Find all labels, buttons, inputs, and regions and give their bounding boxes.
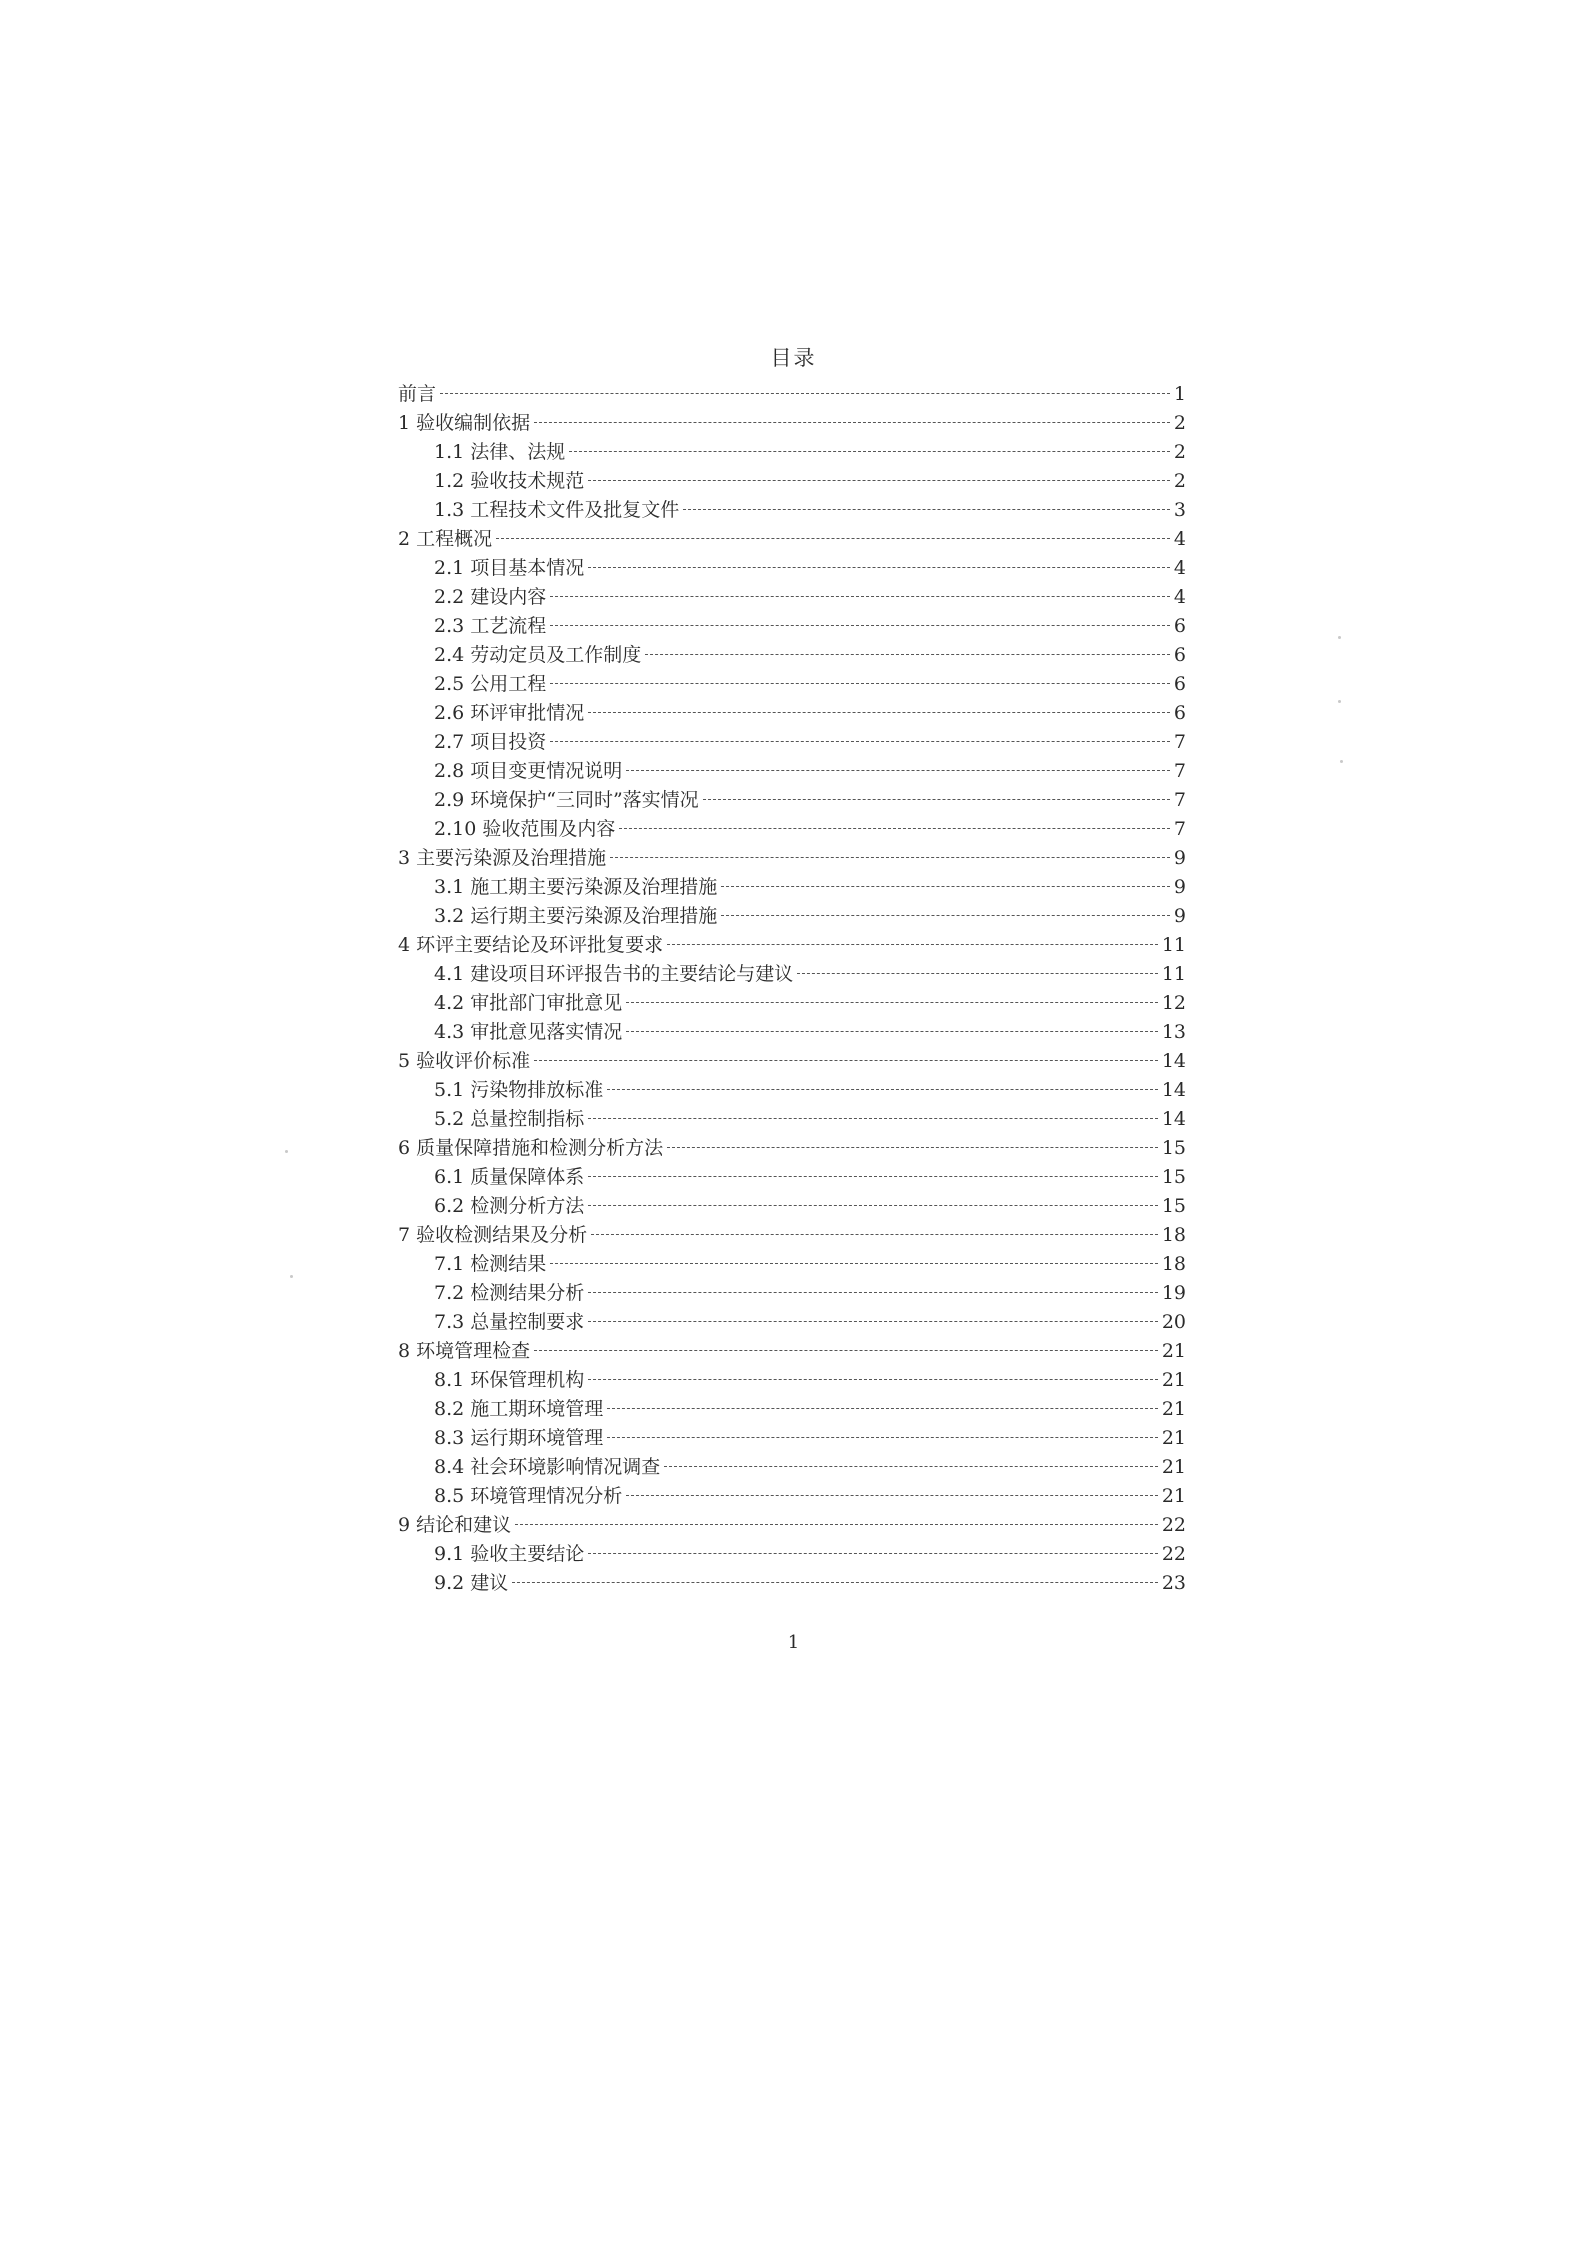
toc-leader-dashes xyxy=(550,596,1170,597)
toc-entry-page: 14 xyxy=(1161,1079,1186,1101)
toc-entry-page: 2 xyxy=(1173,441,1186,463)
toc-entry-label: 8 环境管理检查 xyxy=(398,1340,531,1362)
toc-entry[interactable] xyxy=(394,873,1186,902)
toc-entry-label: 2 工程概况 xyxy=(398,528,493,550)
toc-entry[interactable] xyxy=(394,1134,1186,1163)
toc-entry-label: 2.5 公用工程 xyxy=(434,673,547,695)
toc-entry-page: 21 xyxy=(1161,1427,1186,1449)
toc-leader-dashes xyxy=(683,509,1170,510)
toc-entry-page: 15 xyxy=(1161,1195,1186,1217)
toc-entry-page: 23 xyxy=(1161,1572,1186,1594)
toc-entry-page: 21 xyxy=(1161,1485,1186,1507)
toc-entry[interactable] xyxy=(394,1105,1186,1134)
toc-entry-label: 2.1 项目基本情况 xyxy=(434,557,585,579)
toc-entry-label: 5 验收评价标准 xyxy=(398,1050,531,1072)
toc-entry-label: 8.3 运行期环境管理 xyxy=(434,1427,604,1449)
toc-leader-dashes xyxy=(607,1089,1158,1090)
toc-entry-label: 4.2 审批部门审批意见 xyxy=(434,992,623,1014)
toc-entry-page: 11 xyxy=(1161,963,1186,985)
toc-leader-dashes xyxy=(588,567,1170,568)
toc-leader-dashes xyxy=(569,451,1170,452)
toc-entry[interactable] xyxy=(394,1163,1186,1192)
toc-entry-page: 3 xyxy=(1173,499,1186,521)
toc-entry-page: 19 xyxy=(1161,1282,1186,1304)
toc-entry-label: 2.10 验收范围及内容 xyxy=(434,818,616,840)
toc-entry[interactable] xyxy=(394,786,1186,815)
toc-entry[interactable] xyxy=(394,525,1186,554)
table-of-contents xyxy=(394,380,1186,1598)
toc-entry-page: 13 xyxy=(1161,1021,1186,1043)
toc-entry-label: 5.2 总量控制指标 xyxy=(434,1108,585,1130)
toc-entry-label: 3.1 施工期主要污染源及治理措施 xyxy=(434,876,718,898)
toc-entry[interactable] xyxy=(394,583,1186,612)
toc-leader-dashes xyxy=(588,1118,1158,1119)
toc-entry[interactable] xyxy=(394,728,1186,757)
toc-leader-dashes xyxy=(721,886,1170,887)
toc-entry-label: 6.2 检测分析方法 xyxy=(434,1195,585,1217)
scan-speck xyxy=(1338,636,1341,639)
toc-entry-label: 2.4 劳动定员及工作制度 xyxy=(434,644,642,666)
toc-entry-page: 6 xyxy=(1173,615,1186,637)
toc-leader-dashes xyxy=(440,393,1170,394)
toc-entry-label: 7.1 检测结果 xyxy=(434,1253,547,1275)
toc-leader-dashes xyxy=(588,1176,1158,1177)
toc-leader-dashes xyxy=(610,857,1170,858)
toc-leader-dashes xyxy=(588,1321,1158,1322)
toc-entry-page: 14 xyxy=(1161,1108,1186,1130)
toc-leader-dashes xyxy=(703,799,1170,800)
toc-entry-label: 8.1 环保管理机构 xyxy=(434,1369,585,1391)
toc-leader-dashes xyxy=(607,1437,1158,1438)
toc-leader-dashes xyxy=(588,1379,1158,1380)
toc-entry[interactable] xyxy=(394,1192,1186,1221)
toc-entry[interactable] xyxy=(394,1453,1186,1482)
toc-leader-dashes xyxy=(515,1524,1158,1525)
toc-leader-dashes xyxy=(534,1350,1158,1351)
toc-entry[interactable] xyxy=(394,641,1186,670)
toc-entry-page: 18 xyxy=(1161,1224,1186,1246)
toc-entry-label: 8.2 施工期环境管理 xyxy=(434,1398,604,1420)
toc-leader-dashes xyxy=(607,1408,1158,1409)
toc-entry[interactable] xyxy=(394,815,1186,844)
toc-entry[interactable] xyxy=(394,902,1186,931)
toc-leader-dashes xyxy=(550,625,1170,626)
toc-leader-dashes xyxy=(550,683,1170,684)
toc-entry[interactable] xyxy=(394,409,1186,438)
toc-leader-dashes xyxy=(550,741,1170,742)
toc-entry[interactable] xyxy=(394,931,1186,960)
toc-entry[interactable] xyxy=(394,612,1186,641)
toc-leader-dashes xyxy=(626,1495,1158,1496)
toc-entry-page: 9 xyxy=(1173,905,1186,927)
toc-leader-dashes xyxy=(588,480,1170,481)
toc-entry-label: 1.2 验收技术规范 xyxy=(434,470,585,492)
toc-leader-dashes xyxy=(626,1002,1158,1003)
toc-entry-page: 15 xyxy=(1161,1137,1186,1159)
toc-entry-page: 20 xyxy=(1161,1311,1186,1333)
toc-entry-label: 2.2 建设内容 xyxy=(434,586,547,608)
toc-entry-page: 2 xyxy=(1173,470,1186,492)
toc-entry-label: 3.2 运行期主要污染源及治理措施 xyxy=(434,905,718,927)
toc-entry-label: 7.3 总量控制要求 xyxy=(434,1311,585,1333)
toc-entry-label: 4.3 审批意见落实情况 xyxy=(434,1021,623,1043)
toc-entry-page: 9 xyxy=(1173,876,1186,898)
toc-leader-dashes xyxy=(645,654,1170,655)
toc-leader-dashes xyxy=(534,1060,1158,1061)
toc-entry-page: 4 xyxy=(1173,586,1186,608)
toc-entry-label: 6 质量保障措施和检测分析方法 xyxy=(398,1137,664,1159)
toc-entry-label: 3 主要污染源及治理措施 xyxy=(398,847,607,869)
toc-leader-dashes xyxy=(619,828,1170,829)
toc-entry-label: 4.1 建设项目环评报告书的主要结论与建议 xyxy=(434,963,794,985)
toc-leader-dashes xyxy=(667,1147,1158,1148)
toc-entry[interactable] xyxy=(394,380,1186,409)
toc-entry-page: 21 xyxy=(1161,1340,1186,1362)
toc-entry-label: 8.5 环境管理情况分析 xyxy=(434,1485,623,1507)
toc-entry[interactable] xyxy=(394,467,1186,496)
toc-leader-dashes xyxy=(797,973,1158,974)
scan-speck xyxy=(1338,700,1341,703)
toc-entry[interactable] xyxy=(394,1511,1186,1540)
toc-entry-page: 7 xyxy=(1173,731,1186,753)
toc-entry-label: 4 环评主要结论及环评批复要求 xyxy=(398,934,664,956)
toc-entry[interactable] xyxy=(394,1076,1186,1105)
toc-entry-page: 6 xyxy=(1173,644,1186,666)
toc-leader-dashes xyxy=(496,538,1170,539)
toc-title: 目录 xyxy=(770,346,817,370)
toc-entry[interactable] xyxy=(394,699,1186,728)
toc-leader-dashes xyxy=(588,1205,1158,1206)
toc-entry[interactable] xyxy=(394,960,1186,989)
toc-entry-page: 2 xyxy=(1173,412,1186,434)
toc-entry-label: 1.1 法律、法规 xyxy=(434,441,566,463)
toc-entry-label: 2.9 环境保护“三同时”落实情况 xyxy=(434,789,699,811)
toc-leader-dashes xyxy=(588,712,1170,713)
toc-leader-dashes xyxy=(588,1292,1158,1293)
toc-entry[interactable] xyxy=(394,1279,1186,1308)
toc-leader-dashes xyxy=(534,422,1170,423)
toc-entry[interactable] xyxy=(394,1337,1186,1366)
toc-entry[interactable] xyxy=(394,844,1186,873)
toc-entry-label: 2.8 项目变更情况说明 xyxy=(434,760,623,782)
toc-entry-page: 18 xyxy=(1161,1253,1186,1275)
toc-entry-label: 9 结论和建议 xyxy=(398,1514,512,1536)
toc-entry-page: 21 xyxy=(1161,1398,1186,1420)
toc-entry[interactable] xyxy=(394,1395,1186,1424)
toc-leader-dashes xyxy=(626,770,1170,771)
toc-entry[interactable] xyxy=(394,989,1186,1018)
toc-leader-dashes xyxy=(588,1553,1158,1554)
toc-entry[interactable] xyxy=(394,1250,1186,1279)
toc-entry-label: 1 验收编制依据 xyxy=(398,412,531,434)
toc-leader-dashes xyxy=(626,1031,1158,1032)
toc-entry-label: 2.7 项目投资 xyxy=(434,731,547,753)
toc-entry[interactable] xyxy=(394,1482,1186,1511)
toc-entry-page: 6 xyxy=(1173,702,1186,724)
toc-entry-label: 9.2 建议 xyxy=(434,1572,509,1594)
scan-speck xyxy=(285,1150,288,1153)
page-number: 1 xyxy=(787,1632,800,1653)
toc-entry[interactable] xyxy=(394,496,1186,525)
toc-entry-label: 前言 xyxy=(398,383,437,405)
toc-entry-page: 11 xyxy=(1161,934,1186,956)
toc-entry-page: 21 xyxy=(1161,1456,1186,1478)
toc-entry-page: 12 xyxy=(1161,992,1186,1014)
toc-leader-dashes xyxy=(721,915,1170,916)
toc-entry-label: 6.1 质量保障体系 xyxy=(434,1166,585,1188)
toc-entry-label: 2.3 工艺流程 xyxy=(434,615,547,637)
toc-entry-page: 14 xyxy=(1161,1050,1186,1072)
toc-entry-page: 4 xyxy=(1173,557,1186,579)
toc-entry-page: 22 xyxy=(1161,1543,1186,1565)
toc-entry[interactable] xyxy=(394,1424,1186,1453)
toc-entry-page: 22 xyxy=(1161,1514,1186,1536)
toc-entry-page: 1 xyxy=(1173,383,1186,405)
scan-speck xyxy=(290,1275,293,1278)
toc-entry-label: 9.1 验收主要结论 xyxy=(434,1543,585,1565)
toc-leader-dashes xyxy=(512,1582,1158,1583)
toc-entry-page: 4 xyxy=(1173,528,1186,550)
toc-entry-page: 7 xyxy=(1173,789,1186,811)
toc-entry[interactable] xyxy=(394,1221,1186,1250)
toc-entry[interactable] xyxy=(394,554,1186,583)
toc-entry-label: 8.4 社会环境影响情况调查 xyxy=(434,1456,661,1478)
toc-entry-label: 1.3 工程技术文件及批复文件 xyxy=(434,499,680,521)
toc-leader-dashes xyxy=(664,1466,1158,1467)
toc-entry-page: 15 xyxy=(1161,1166,1186,1188)
toc-entry[interactable] xyxy=(394,1047,1186,1076)
toc-leader-dashes xyxy=(550,1263,1158,1264)
toc-leader-dashes xyxy=(591,1234,1158,1235)
scan-speck xyxy=(1340,760,1343,763)
toc-entry[interactable] xyxy=(394,1018,1186,1047)
toc-entry[interactable] xyxy=(394,1366,1186,1395)
toc-entry-label: 5.1 污染物排放标准 xyxy=(434,1079,604,1101)
toc-entry-label: 7.2 检测结果分析 xyxy=(434,1282,585,1304)
toc-entry[interactable] xyxy=(394,1308,1186,1337)
toc-entry[interactable] xyxy=(394,1569,1186,1598)
toc-leader-dashes xyxy=(667,944,1158,945)
toc-entry-page: 21 xyxy=(1161,1369,1186,1391)
toc-entry-page: 7 xyxy=(1173,760,1186,782)
toc-entry-page: 7 xyxy=(1173,818,1186,840)
toc-entry[interactable] xyxy=(394,438,1186,467)
toc-entry-page: 6 xyxy=(1173,673,1186,695)
toc-entry-label: 2.6 环评审批情况 xyxy=(434,702,585,724)
toc-entry-label: 7 验收检测结果及分析 xyxy=(398,1224,588,1246)
toc-entry-page: 9 xyxy=(1173,847,1186,869)
toc-entry[interactable] xyxy=(394,1540,1186,1569)
toc-entry[interactable] xyxy=(394,757,1186,786)
toc-entry[interactable] xyxy=(394,670,1186,699)
